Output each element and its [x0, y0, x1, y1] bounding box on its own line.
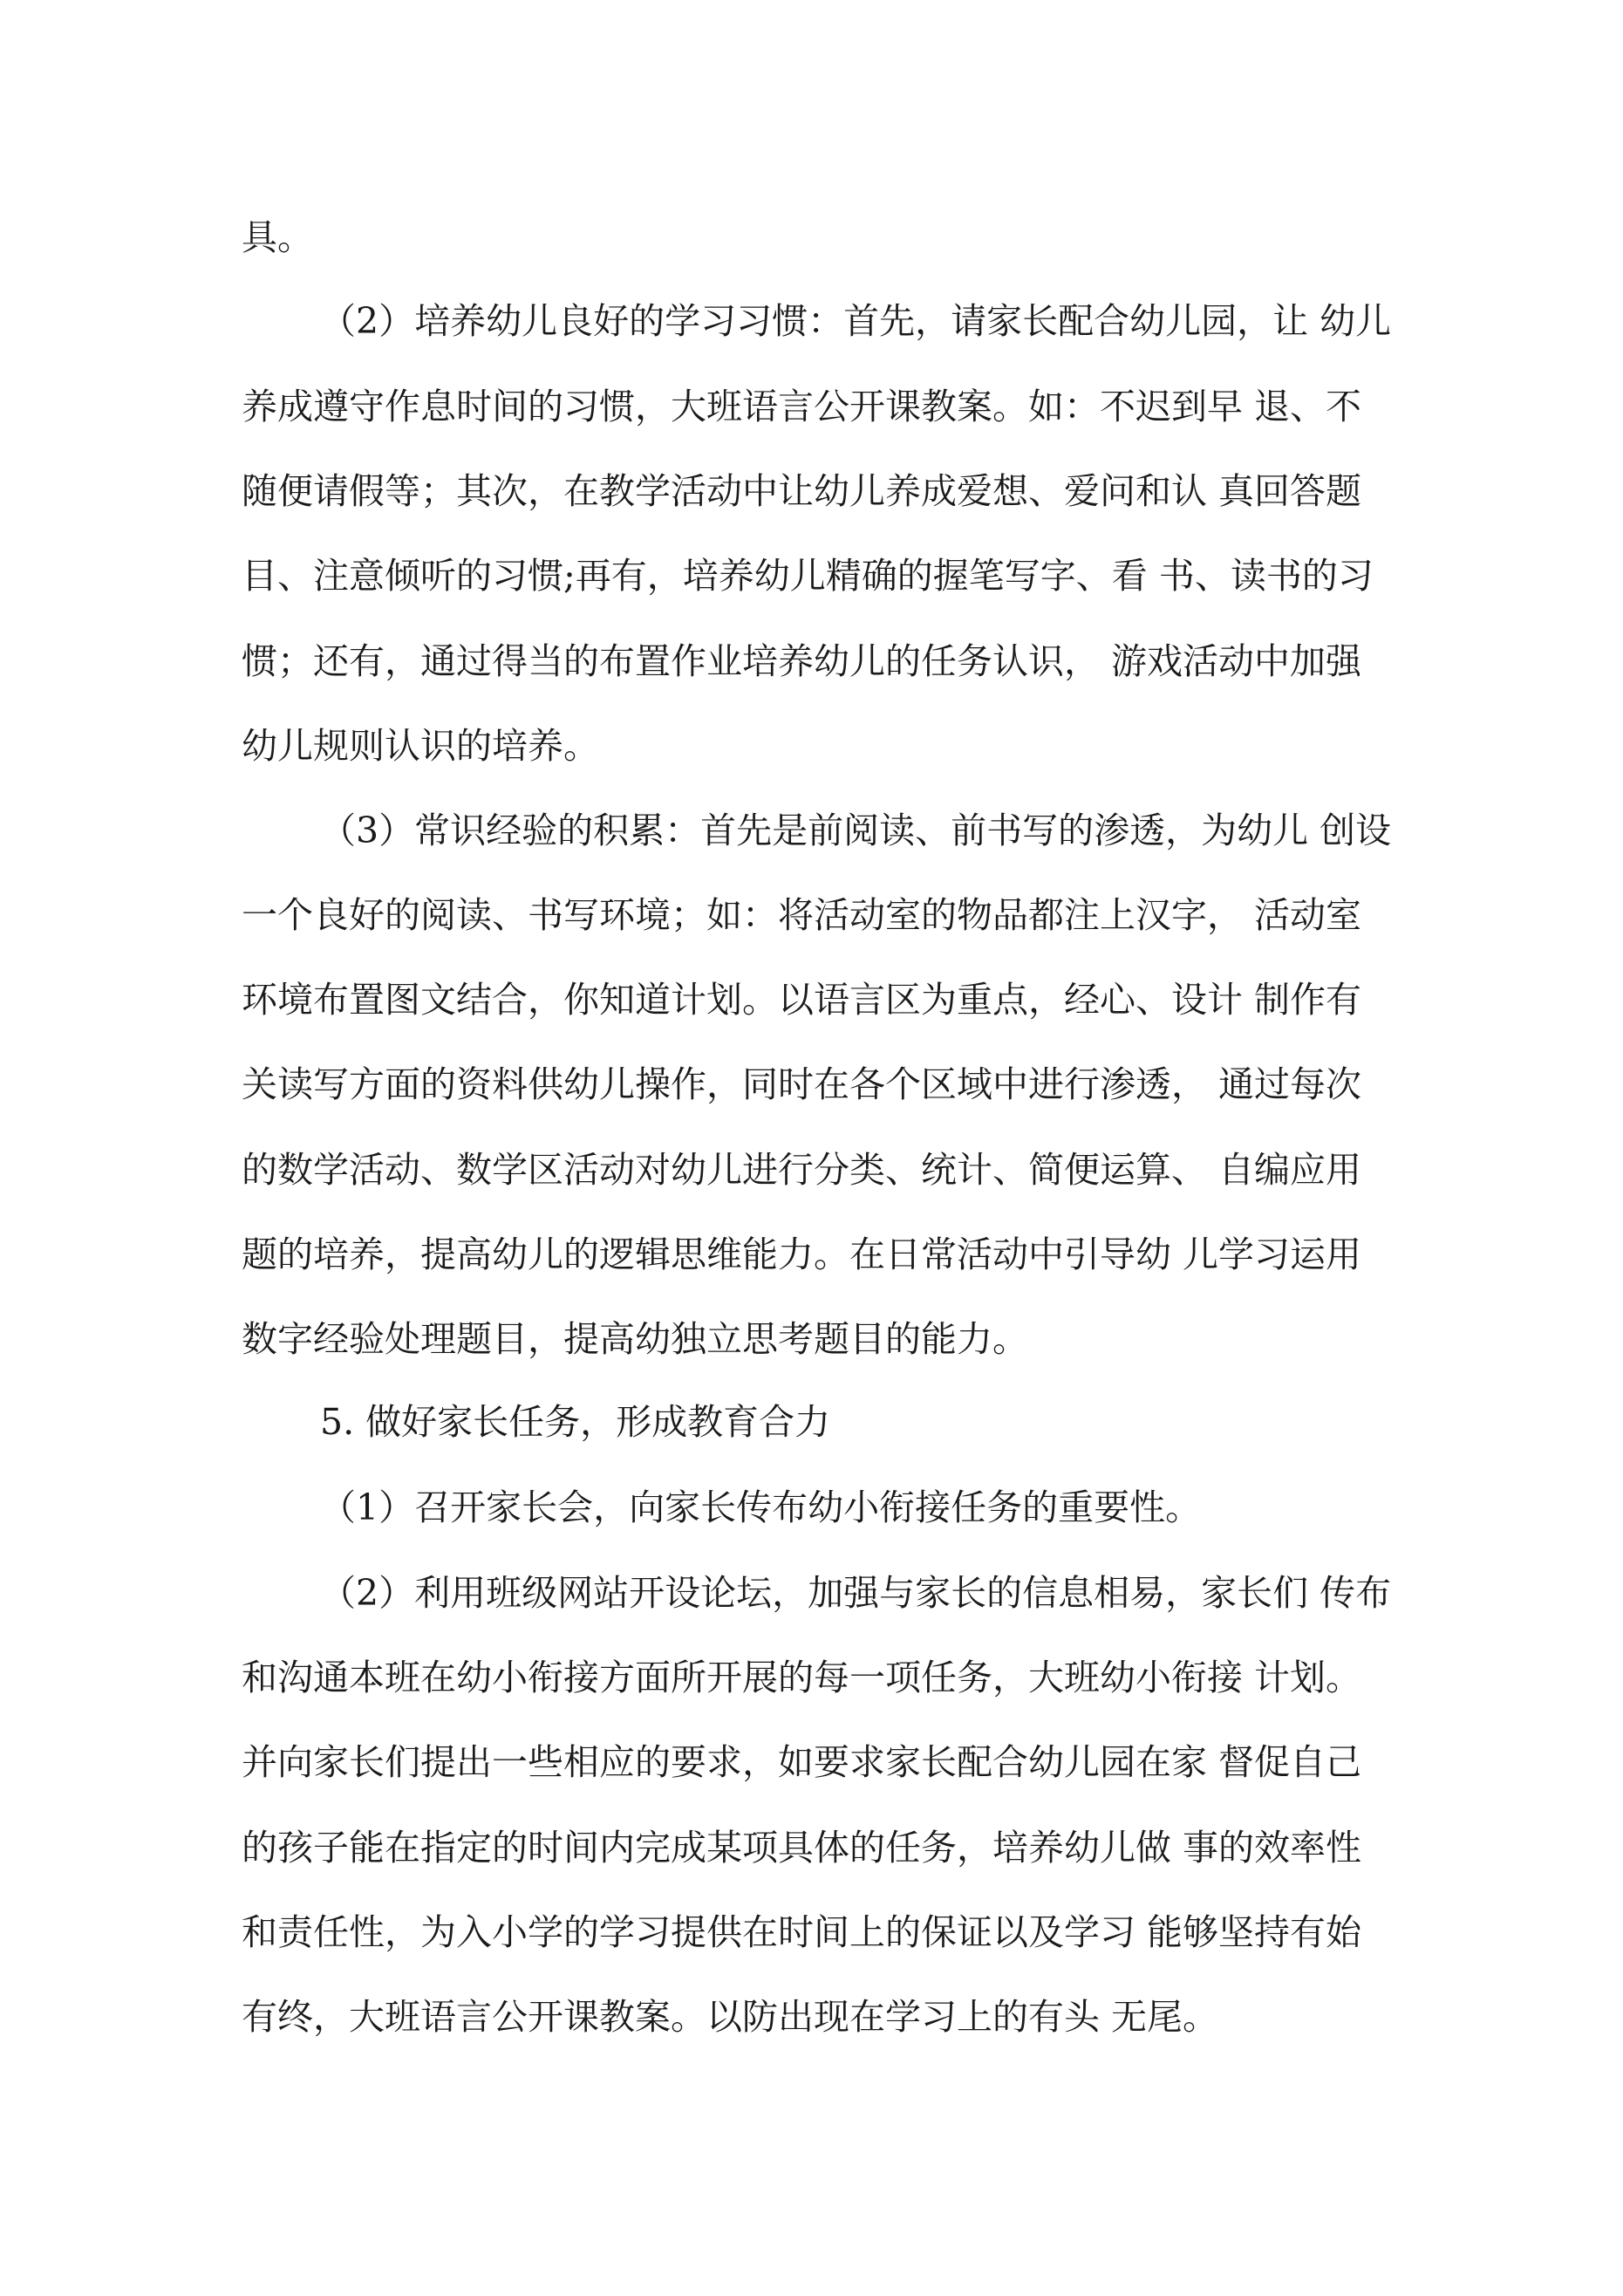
text-line: 惯；还有，通过得当的布置作业培养幼儿的任务认识， 游戏活动中加强 — [242, 640, 1362, 682]
text-line: 和沟通本班在幼小衔接方面所开展的每一项任务，大班幼小衔接 计划。 — [242, 1657, 1362, 1698]
section-heading: 5. 做好家长任务，形成教育合力 — [320, 1401, 831, 1443]
text-line: 养成遵守作息时间的习惯，大班语言公开课教案。如：不迟到早 退、不 — [242, 386, 1362, 427]
text-line: 环境布置图文结合，你知道计划。以语言区为重点，经心、设计 制作有 — [242, 979, 1362, 1021]
paragraph-start-line: （1）召开家长会，向家长传布幼小衔接任务的重要性。 — [320, 1486, 1202, 1528]
text-line: 和责任性，为入小学的学习提供在时间上的保证以及学习 能够坚持有始 — [242, 1911, 1362, 1953]
text-line: 具。 — [242, 216, 313, 258]
paragraph-start-line: （3）常识经验的积累：首先是前阅读、前书写的渗透，为幼儿 创设 — [320, 810, 1392, 851]
text-line: 幼儿规则认识的培养。 — [242, 725, 599, 767]
text-line: 并向家长们提出一些相应的要求，如要求家长配合幼儿园在家 督促自己 — [242, 1741, 1362, 1783]
text-line: 目、注意倾听的习惯;再有，培养幼儿精确的握笔写字、看 书、读书的习 — [242, 555, 1374, 597]
text-line: 的孩子能在指定的时间内完成某项具体的任务，培养幼儿做 事的效率性 — [242, 1827, 1362, 1869]
text-line: 一个良好的阅读、书写环境；如：将活动室的物品都注上汉字， 活动室 — [242, 894, 1362, 936]
text-line: 关读写方面的资料供幼儿操作，同时在各个区域中进行渗透， 通过每次 — [242, 1063, 1362, 1105]
text-line: 数字经验处理题目，提高幼独立思考题目的能力。 — [242, 1318, 1028, 1360]
text-line: 随便请假等；其次，在教学活动中让幼儿养成爱想、爱问和认 真回答题 — [242, 470, 1362, 512]
paragraph-start-line: （2）培养幼儿良好的学习习惯：首先，请家长配合幼儿园，让 幼儿 — [320, 300, 1392, 342]
text-line: 有终，大班语言公开课教案。以防出现在学习上的有头 无尾。 — [242, 1996, 1219, 2038]
text-line: 题的培养，提高幼儿的逻辑思维能力。在日常活动中引导幼 儿学习运用 — [242, 1233, 1362, 1275]
paragraph-start-line: （2）利用班级网站开设论坛，加强与家长的信息相易，家长们 传布 — [320, 1572, 1392, 1614]
text-line: 的数学活动、数学区活动对幼儿进行分类、统计、简便运算、 自编应用 — [242, 1149, 1362, 1191]
